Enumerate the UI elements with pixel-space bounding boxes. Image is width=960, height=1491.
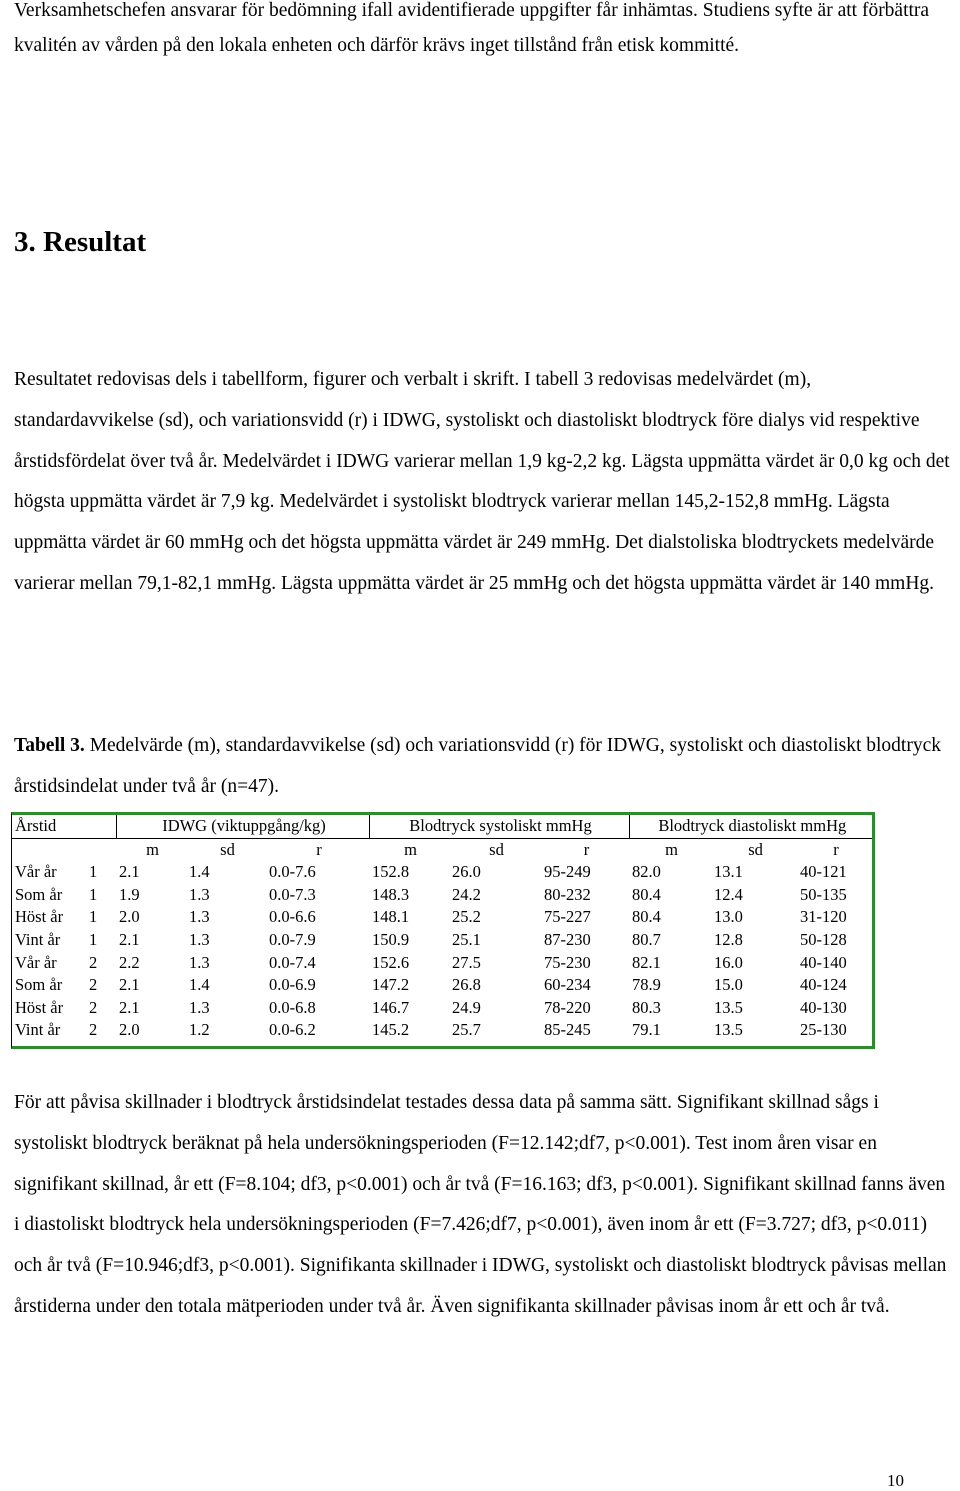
- year-cell: 1: [89, 884, 98, 904]
- value-cell: 150.9: [372, 929, 410, 949]
- value-cell: 40-140: [800, 952, 847, 972]
- header-systolic: Blodtryck systoliskt mmHg: [369, 815, 629, 838]
- section-heading: 3. Resultat: [14, 226, 147, 258]
- sub-header-cell: r: [583, 839, 590, 859]
- value-cell: 2.1: [119, 997, 140, 1017]
- season-cell: Vår år: [15, 862, 57, 882]
- year-cell: 1: [89, 907, 98, 927]
- value-cell: 0.0-7.4: [269, 952, 316, 972]
- value-cell: 75-227: [544, 907, 591, 927]
- value-cell: 78.9: [632, 975, 661, 995]
- value-cell: 1.3: [189, 952, 210, 972]
- value-cell: 1.3: [189, 907, 210, 927]
- value-cell: 25.7: [452, 1020, 481, 1040]
- value-cell: 85-245: [544, 1020, 591, 1040]
- results-table: [11, 812, 875, 1049]
- table-row: [12, 997, 872, 1020]
- sub-header-cell: sd: [748, 839, 763, 859]
- value-cell: 0.0-6.6: [269, 907, 316, 927]
- value-cell: 0.0-7.3: [269, 884, 316, 904]
- value-cell: 2.0: [119, 1020, 140, 1040]
- value-cell: 15.0: [714, 975, 743, 995]
- season-cell: Höst år: [15, 997, 64, 1017]
- header-idwg: IDWG (viktuppgång/kg): [116, 815, 369, 838]
- table-row: [12, 974, 872, 997]
- season-cell: Som år: [15, 884, 63, 904]
- value-cell: 0.0-7.9: [269, 929, 316, 949]
- table-row: [12, 952, 872, 975]
- value-cell: 1.4: [189, 862, 210, 882]
- table-group-header-row: [12, 815, 872, 838]
- value-cell: 24.9: [452, 997, 481, 1017]
- value-cell: 40-124: [800, 975, 847, 995]
- season-cell: Vint år: [15, 1020, 61, 1040]
- value-cell: 0.0-6.9: [269, 975, 316, 995]
- value-cell: 82.0: [632, 862, 661, 882]
- value-cell: 13.5: [714, 1020, 743, 1040]
- value-cell: 0.0-6.2: [269, 1020, 316, 1040]
- value-cell: 80.4: [632, 907, 661, 927]
- page-number: 10: [887, 1471, 904, 1490]
- table-sub-header-row: [12, 838, 872, 861]
- value-cell: 25.1: [452, 929, 481, 949]
- year-cell: 2: [89, 975, 98, 995]
- value-cell: 80.7: [632, 929, 661, 949]
- year-cell: 2: [89, 952, 98, 972]
- header-season: Årstid: [12, 815, 116, 838]
- value-cell: 145.2: [372, 1020, 410, 1040]
- value-cell: 2.1: [119, 862, 140, 882]
- value-cell: 16.0: [714, 952, 743, 972]
- value-cell: 2.2: [119, 952, 140, 972]
- season-cell: Vår år: [15, 952, 57, 972]
- year-cell: 2: [89, 1020, 98, 1040]
- value-cell: 75-230: [544, 952, 591, 972]
- value-cell: 31-120: [800, 907, 847, 927]
- table-row: [12, 1019, 872, 1042]
- table-caption-label: Tabell 3.: [14, 735, 85, 756]
- table-caption: [14, 726, 954, 808]
- value-cell: 87-230: [544, 929, 591, 949]
- value-cell: 1.4: [189, 975, 210, 995]
- sub-header-cell: r: [316, 839, 322, 859]
- value-cell: 79.1: [632, 1020, 661, 1040]
- value-cell: 13.5: [714, 997, 743, 1017]
- value-cell: 1.3: [189, 997, 210, 1017]
- season-cell: Höst år: [15, 907, 64, 927]
- value-cell: 60-234: [544, 975, 591, 995]
- value-cell: 1.3: [189, 884, 210, 904]
- value-cell: 25.2: [452, 907, 481, 927]
- value-cell: 2.0: [119, 907, 140, 927]
- value-cell: 50-135: [800, 884, 847, 904]
- table-row: [12, 861, 872, 884]
- value-cell: 152.8: [372, 862, 410, 882]
- value-cell: 26.8: [452, 975, 481, 995]
- analysis-paragraph: För att påvisa skillnader i blodtryck årstidsindelat testades dessa data på samma sätt. Signifikant skillnad sågs i systoliskt blodtryck beräknat på hela undersökningsperioden (F=12.142;df7, p<0.001). Test inom åren visar en signifikant skillnad, år ett (F=8.104; df3, p<0.001) och år två (F=16.163; df3, p<0.001). Signifikant skillnad fanns även i diastoliskt blodtryck hela undersökningsperioden (F=7.426;df7, p<0.001), även inom år ett (F=3.727; df3, p<0.011) och år två (F=10.946;df3, p<0.001). Signifikanta skillnader i IDWG, systoliskt och diastoliskt blodtryck påvisas mellan årstiderna under den totala mätperioden under två år. Även signifikanta skillnader påvisas inom år ett och år två.: [14, 1092, 947, 1317]
- value-cell: 0.0-6.8: [269, 997, 316, 1017]
- table-row: [12, 884, 872, 907]
- value-cell: 1.2: [189, 1020, 210, 1040]
- year-cell: 1: [89, 862, 98, 882]
- value-cell: 2.1: [119, 929, 140, 949]
- value-cell: 1.9: [119, 884, 140, 904]
- value-cell: 50-128: [800, 929, 847, 949]
- value-cell: 78-220: [544, 997, 591, 1017]
- value-cell: 1.3: [189, 929, 210, 949]
- sub-header-cell: m: [146, 839, 159, 859]
- results-paragraph: Resultatet redovisas dels i tabellform, figurer och verbalt i skrift. I tabell 3 redovisas medelvärdet (m), standardavvikelse (sd), och variationsvidd (r) i IDWG, systoliskt och diastoliskt blodtryck före dialys vid respektive årstidsfördelat över två år. Medelvärdet i IDWG varierar mellan 1,9 kg-2,2 kg. Lägsta uppmätta värdet är 0,0 kg och det högsta uppmätta värdet är 7,9 kg. Medelvärdet i systoliskt blodtryck varierar mellan 145,2-152,8 mmHg. Lägsta uppmätta värdet är 60 mmHg och det högsta uppmätta värdet är 249 mmHg. Det dialstoliska blodtryckets medelvärde varierar mellan 79,1-82,1 mmHg. Lägsta uppmätta värdet är 25 mmHg och det högsta uppmätta värdet är 140 mmHg.: [14, 369, 950, 594]
- season-cell: Som år: [15, 975, 63, 995]
- value-cell: 13.1: [714, 862, 743, 882]
- value-cell: 40-121: [800, 862, 847, 882]
- value-cell: 12.8: [714, 929, 743, 949]
- value-cell: 2.1: [119, 975, 140, 995]
- value-cell: 80.3: [632, 997, 661, 1017]
- value-cell: 13.0: [714, 907, 743, 927]
- value-cell: 147.2: [372, 975, 410, 995]
- value-cell: 146.7: [372, 997, 410, 1017]
- season-cell: Vint år: [15, 929, 61, 949]
- sub-header-cell: sd: [220, 839, 235, 859]
- value-cell: 12.4: [714, 884, 743, 904]
- sub-header-cell: sd: [489, 839, 504, 859]
- value-cell: 148.3: [372, 884, 410, 904]
- year-cell: 2: [89, 997, 98, 1017]
- table-caption-text: Medelvärde (m), standardavvikelse (sd) och variationsvidd (r) för IDWG, systoliskt och diastoliskt blodtryck årstidsindelat under två år (n=47).: [14, 735, 941, 797]
- value-cell: 82.1: [632, 952, 661, 972]
- value-cell: 148.1: [372, 907, 410, 927]
- value-cell: 152.6: [372, 952, 410, 972]
- sub-header-cell: m: [665, 839, 678, 859]
- value-cell: 24.2: [452, 884, 481, 904]
- value-cell: 0.0-7.6: [269, 862, 316, 882]
- sub-header-cell: m: [404, 839, 417, 859]
- header-diastolic: Blodtryck diastoliskt mmHg: [629, 815, 872, 838]
- value-cell: 25-130: [800, 1020, 847, 1040]
- value-cell: 80.4: [632, 884, 661, 904]
- value-cell: 80-232: [544, 884, 591, 904]
- value-cell: 40-130: [800, 997, 847, 1017]
- value-cell: 26.0: [452, 862, 481, 882]
- intro-paragraph: Verksamhetschefen ansvarar för bedömning ifall avidentifierade uppgifter får inhämtas. Studiens syfte är att förbättra kvalitén av vården på den lokala enheten och därför krävs inget tillstånd från etisk kommitté.: [14, 0, 930, 56]
- year-cell: 1: [89, 929, 98, 949]
- value-cell: 27.5: [452, 952, 481, 972]
- table-row: [12, 929, 872, 952]
- sub-header-cell: r: [833, 839, 839, 859]
- value-cell: 95-249: [544, 862, 591, 882]
- table-row: [12, 906, 872, 929]
